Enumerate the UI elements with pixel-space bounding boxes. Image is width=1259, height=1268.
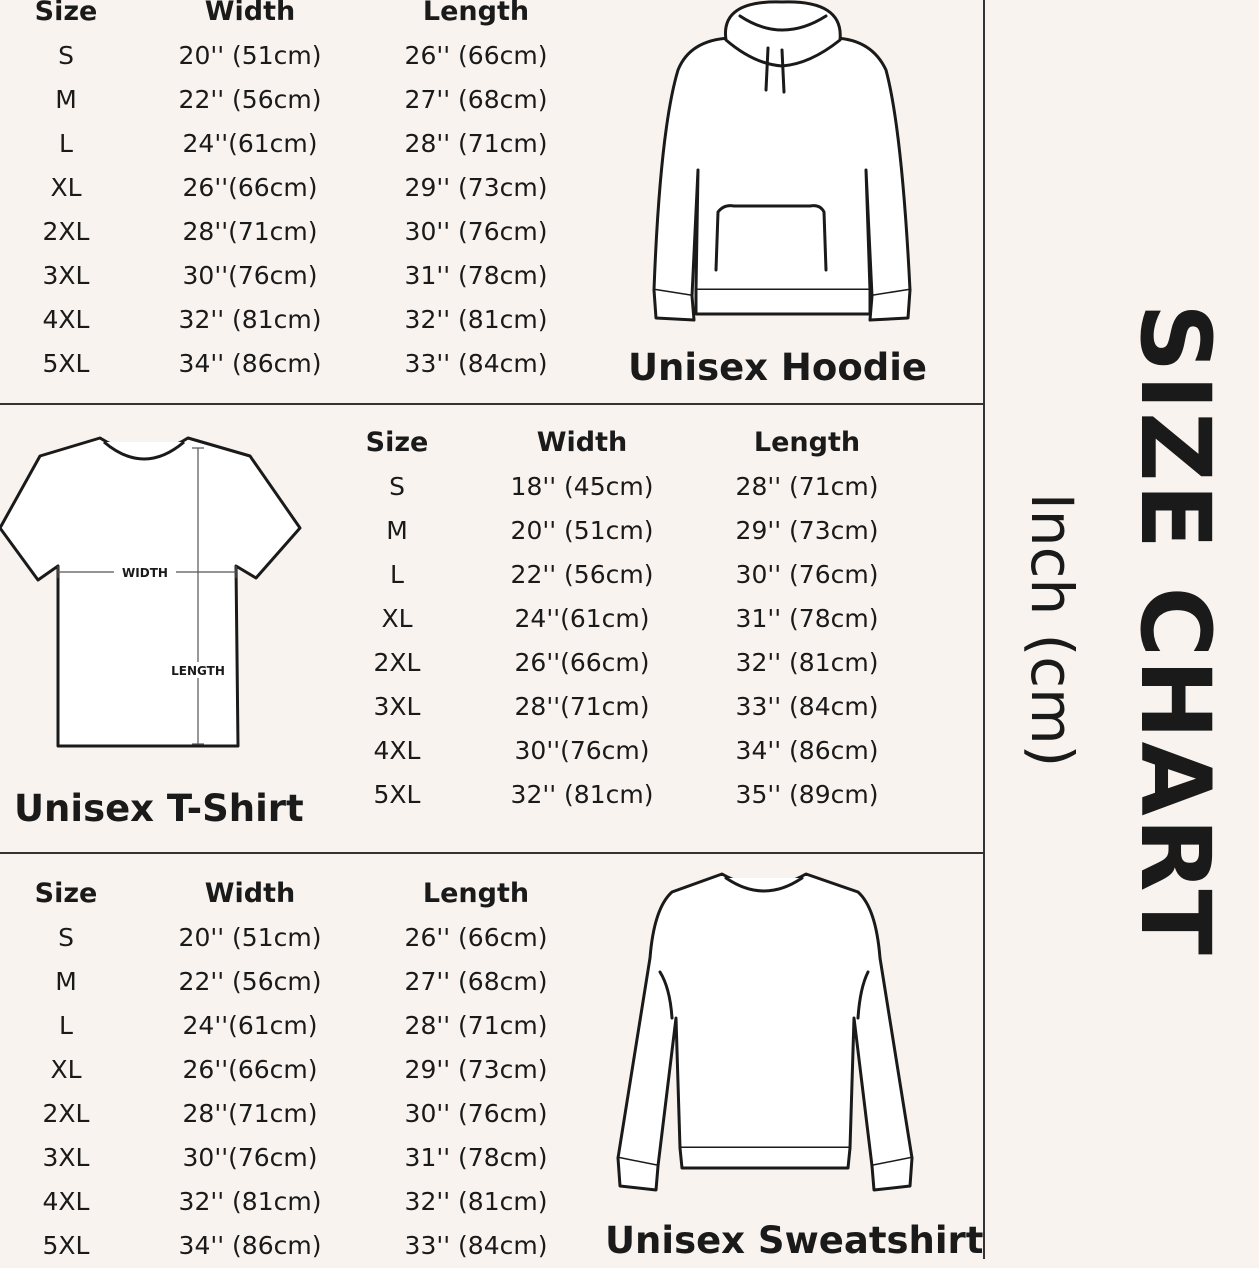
table-row bbox=[0, 34, 600, 78]
width-cell: 32'' (81cm) bbox=[178, 1187, 322, 1216]
header-size: Size bbox=[365, 427, 429, 458]
table-row bbox=[0, 298, 600, 342]
table-row bbox=[0, 166, 600, 210]
length-cell: 29'' (73cm) bbox=[735, 516, 879, 545]
header-width: Width bbox=[204, 878, 296, 909]
header-length: Length bbox=[422, 0, 530, 27]
size-cell: 4XL bbox=[42, 1187, 90, 1216]
length-cell: 33'' (84cm) bbox=[404, 349, 548, 378]
length-cell: 34'' (86cm) bbox=[735, 736, 879, 765]
hoodie-size-table bbox=[0, 0, 600, 386]
table-header-row bbox=[0, 421, 985, 465]
table-row bbox=[0, 916, 600, 960]
length-cell: 30'' (76cm) bbox=[404, 1099, 548, 1128]
table-row bbox=[0, 685, 985, 729]
hoodie-section bbox=[0, 0, 985, 404]
length-cell: 32'' (81cm) bbox=[404, 1187, 548, 1216]
size-cell: 2XL bbox=[42, 1099, 90, 1128]
length-cell: 31'' (78cm) bbox=[404, 261, 548, 290]
header-length: Length bbox=[753, 427, 861, 458]
width-cell: 32'' (81cm) bbox=[178, 305, 322, 334]
length-cell: 29'' (73cm) bbox=[404, 1055, 548, 1084]
length-cell: 26'' (66cm) bbox=[404, 923, 548, 952]
units-subtitle: Inch (cm) bbox=[1018, 492, 1086, 768]
width-cell: 18'' (45cm) bbox=[510, 472, 654, 501]
size-cell: 3XL bbox=[42, 261, 90, 290]
size-cell: 2XL bbox=[373, 648, 421, 677]
table-row bbox=[0, 122, 600, 166]
tshirt-section bbox=[0, 404, 985, 854]
size-cell: XL bbox=[50, 173, 82, 202]
tshirt-length-label: LENGTH bbox=[171, 664, 225, 678]
table-row bbox=[0, 509, 985, 553]
table-row bbox=[0, 729, 985, 773]
length-cell: 28'' (71cm) bbox=[735, 472, 879, 501]
table-row bbox=[0, 1092, 600, 1136]
width-cell: 28''(71cm) bbox=[514, 692, 650, 721]
table-row bbox=[0, 342, 600, 386]
tshirt-size-table bbox=[0, 421, 985, 817]
tshirt-title: Unisex T-Shirt bbox=[14, 787, 304, 830]
length-cell: 26'' (66cm) bbox=[404, 41, 548, 70]
size-cell: 3XL bbox=[373, 692, 421, 721]
width-cell: 28''(71cm) bbox=[182, 1099, 318, 1128]
hoodie-title: Unisex Hoodie bbox=[628, 346, 927, 389]
table-row bbox=[0, 960, 600, 1004]
length-cell: 33'' (84cm) bbox=[735, 692, 879, 721]
size-cell: M bbox=[55, 85, 77, 114]
table-row bbox=[0, 1048, 600, 1092]
table-row bbox=[0, 773, 985, 817]
length-cell: 28'' (71cm) bbox=[404, 1011, 548, 1040]
width-cell: 20'' (51cm) bbox=[178, 923, 322, 952]
size-cell: XL bbox=[50, 1055, 82, 1084]
width-cell: 34'' (86cm) bbox=[178, 1231, 322, 1260]
table-row bbox=[0, 641, 985, 685]
hoodie-illustration bbox=[640, 0, 920, 330]
width-cell: 30''(76cm) bbox=[182, 261, 318, 290]
length-cell: 33'' (84cm) bbox=[404, 1231, 548, 1260]
size-cell: S bbox=[58, 41, 74, 70]
length-cell: 30'' (76cm) bbox=[404, 217, 548, 246]
length-cell: 28'' (71cm) bbox=[404, 129, 548, 158]
size-cell: S bbox=[389, 472, 405, 501]
width-cell: 34'' (86cm) bbox=[178, 349, 322, 378]
size-cell: XL bbox=[381, 604, 413, 633]
size-cell: 5XL bbox=[42, 1231, 90, 1260]
sweatshirt-title: Unisex Sweatshirt bbox=[605, 1219, 984, 1262]
header-length: Length bbox=[422, 878, 530, 909]
width-cell: 22'' (56cm) bbox=[178, 85, 322, 114]
size-cell: L bbox=[59, 129, 73, 158]
table-row bbox=[0, 1224, 600, 1268]
width-cell: 26''(66cm) bbox=[182, 173, 318, 202]
size-cell: 2XL bbox=[42, 217, 90, 246]
table-header-row bbox=[0, 0, 600, 34]
size-cell: L bbox=[59, 1011, 73, 1040]
table-row bbox=[0, 210, 600, 254]
length-cell: 31'' (78cm) bbox=[735, 604, 879, 633]
width-cell: 28''(71cm) bbox=[182, 217, 318, 246]
width-cell: 30''(76cm) bbox=[514, 736, 650, 765]
table-row bbox=[0, 254, 600, 298]
width-cell: 22'' (56cm) bbox=[178, 967, 322, 996]
width-cell: 20'' (51cm) bbox=[510, 516, 654, 545]
width-cell: 20'' (51cm) bbox=[178, 41, 322, 70]
header-size: Size bbox=[34, 0, 98, 27]
table-row bbox=[0, 1004, 600, 1048]
header-width: Width bbox=[536, 427, 628, 458]
length-cell: 29'' (73cm) bbox=[404, 173, 548, 202]
length-cell: 32'' (81cm) bbox=[404, 305, 548, 334]
tshirt-width-label: WIDTH bbox=[122, 566, 168, 580]
header-size: Size bbox=[34, 878, 98, 909]
length-cell: 32'' (81cm) bbox=[735, 648, 879, 677]
table-header-row bbox=[0, 872, 600, 916]
table-row bbox=[0, 1180, 600, 1224]
sweatshirt-illustration bbox=[610, 868, 920, 1198]
size-cell: 4XL bbox=[42, 305, 90, 334]
size-cell: L bbox=[390, 560, 404, 589]
length-cell: 35'' (89cm) bbox=[735, 780, 879, 809]
size-cell: 4XL bbox=[373, 736, 421, 765]
sweatshirt-size-table bbox=[0, 872, 600, 1268]
length-cell: 30'' (76cm) bbox=[735, 560, 879, 589]
size-cell: 5XL bbox=[42, 349, 90, 378]
size-cell: 5XL bbox=[373, 780, 421, 809]
table-row bbox=[0, 78, 600, 122]
size-cell: S bbox=[58, 923, 74, 952]
table-row bbox=[0, 553, 985, 597]
table-row bbox=[0, 597, 985, 641]
header-width: Width bbox=[204, 0, 296, 27]
width-cell: 30''(76cm) bbox=[182, 1143, 318, 1172]
size-cell: M bbox=[55, 967, 77, 996]
width-cell: 26''(66cm) bbox=[514, 648, 650, 677]
length-cell: 27'' (68cm) bbox=[404, 85, 548, 114]
width-cell: 24''(61cm) bbox=[182, 129, 318, 158]
length-cell: 27'' (68cm) bbox=[404, 967, 548, 996]
size-cell: M bbox=[386, 516, 408, 545]
width-cell: 22'' (56cm) bbox=[510, 560, 654, 589]
width-cell: 24''(61cm) bbox=[182, 1011, 318, 1040]
width-cell: 32'' (81cm) bbox=[510, 780, 654, 809]
size-chart-title: SIZE CHART bbox=[1119, 303, 1231, 957]
sweatshirt-section bbox=[0, 854, 985, 1262]
width-cell: 26''(66cm) bbox=[182, 1055, 318, 1084]
table-row bbox=[0, 465, 985, 509]
table-row bbox=[0, 1136, 600, 1180]
size-cell: 3XL bbox=[42, 1143, 90, 1172]
width-cell: 24''(61cm) bbox=[514, 604, 650, 633]
length-cell: 31'' (78cm) bbox=[404, 1143, 548, 1172]
